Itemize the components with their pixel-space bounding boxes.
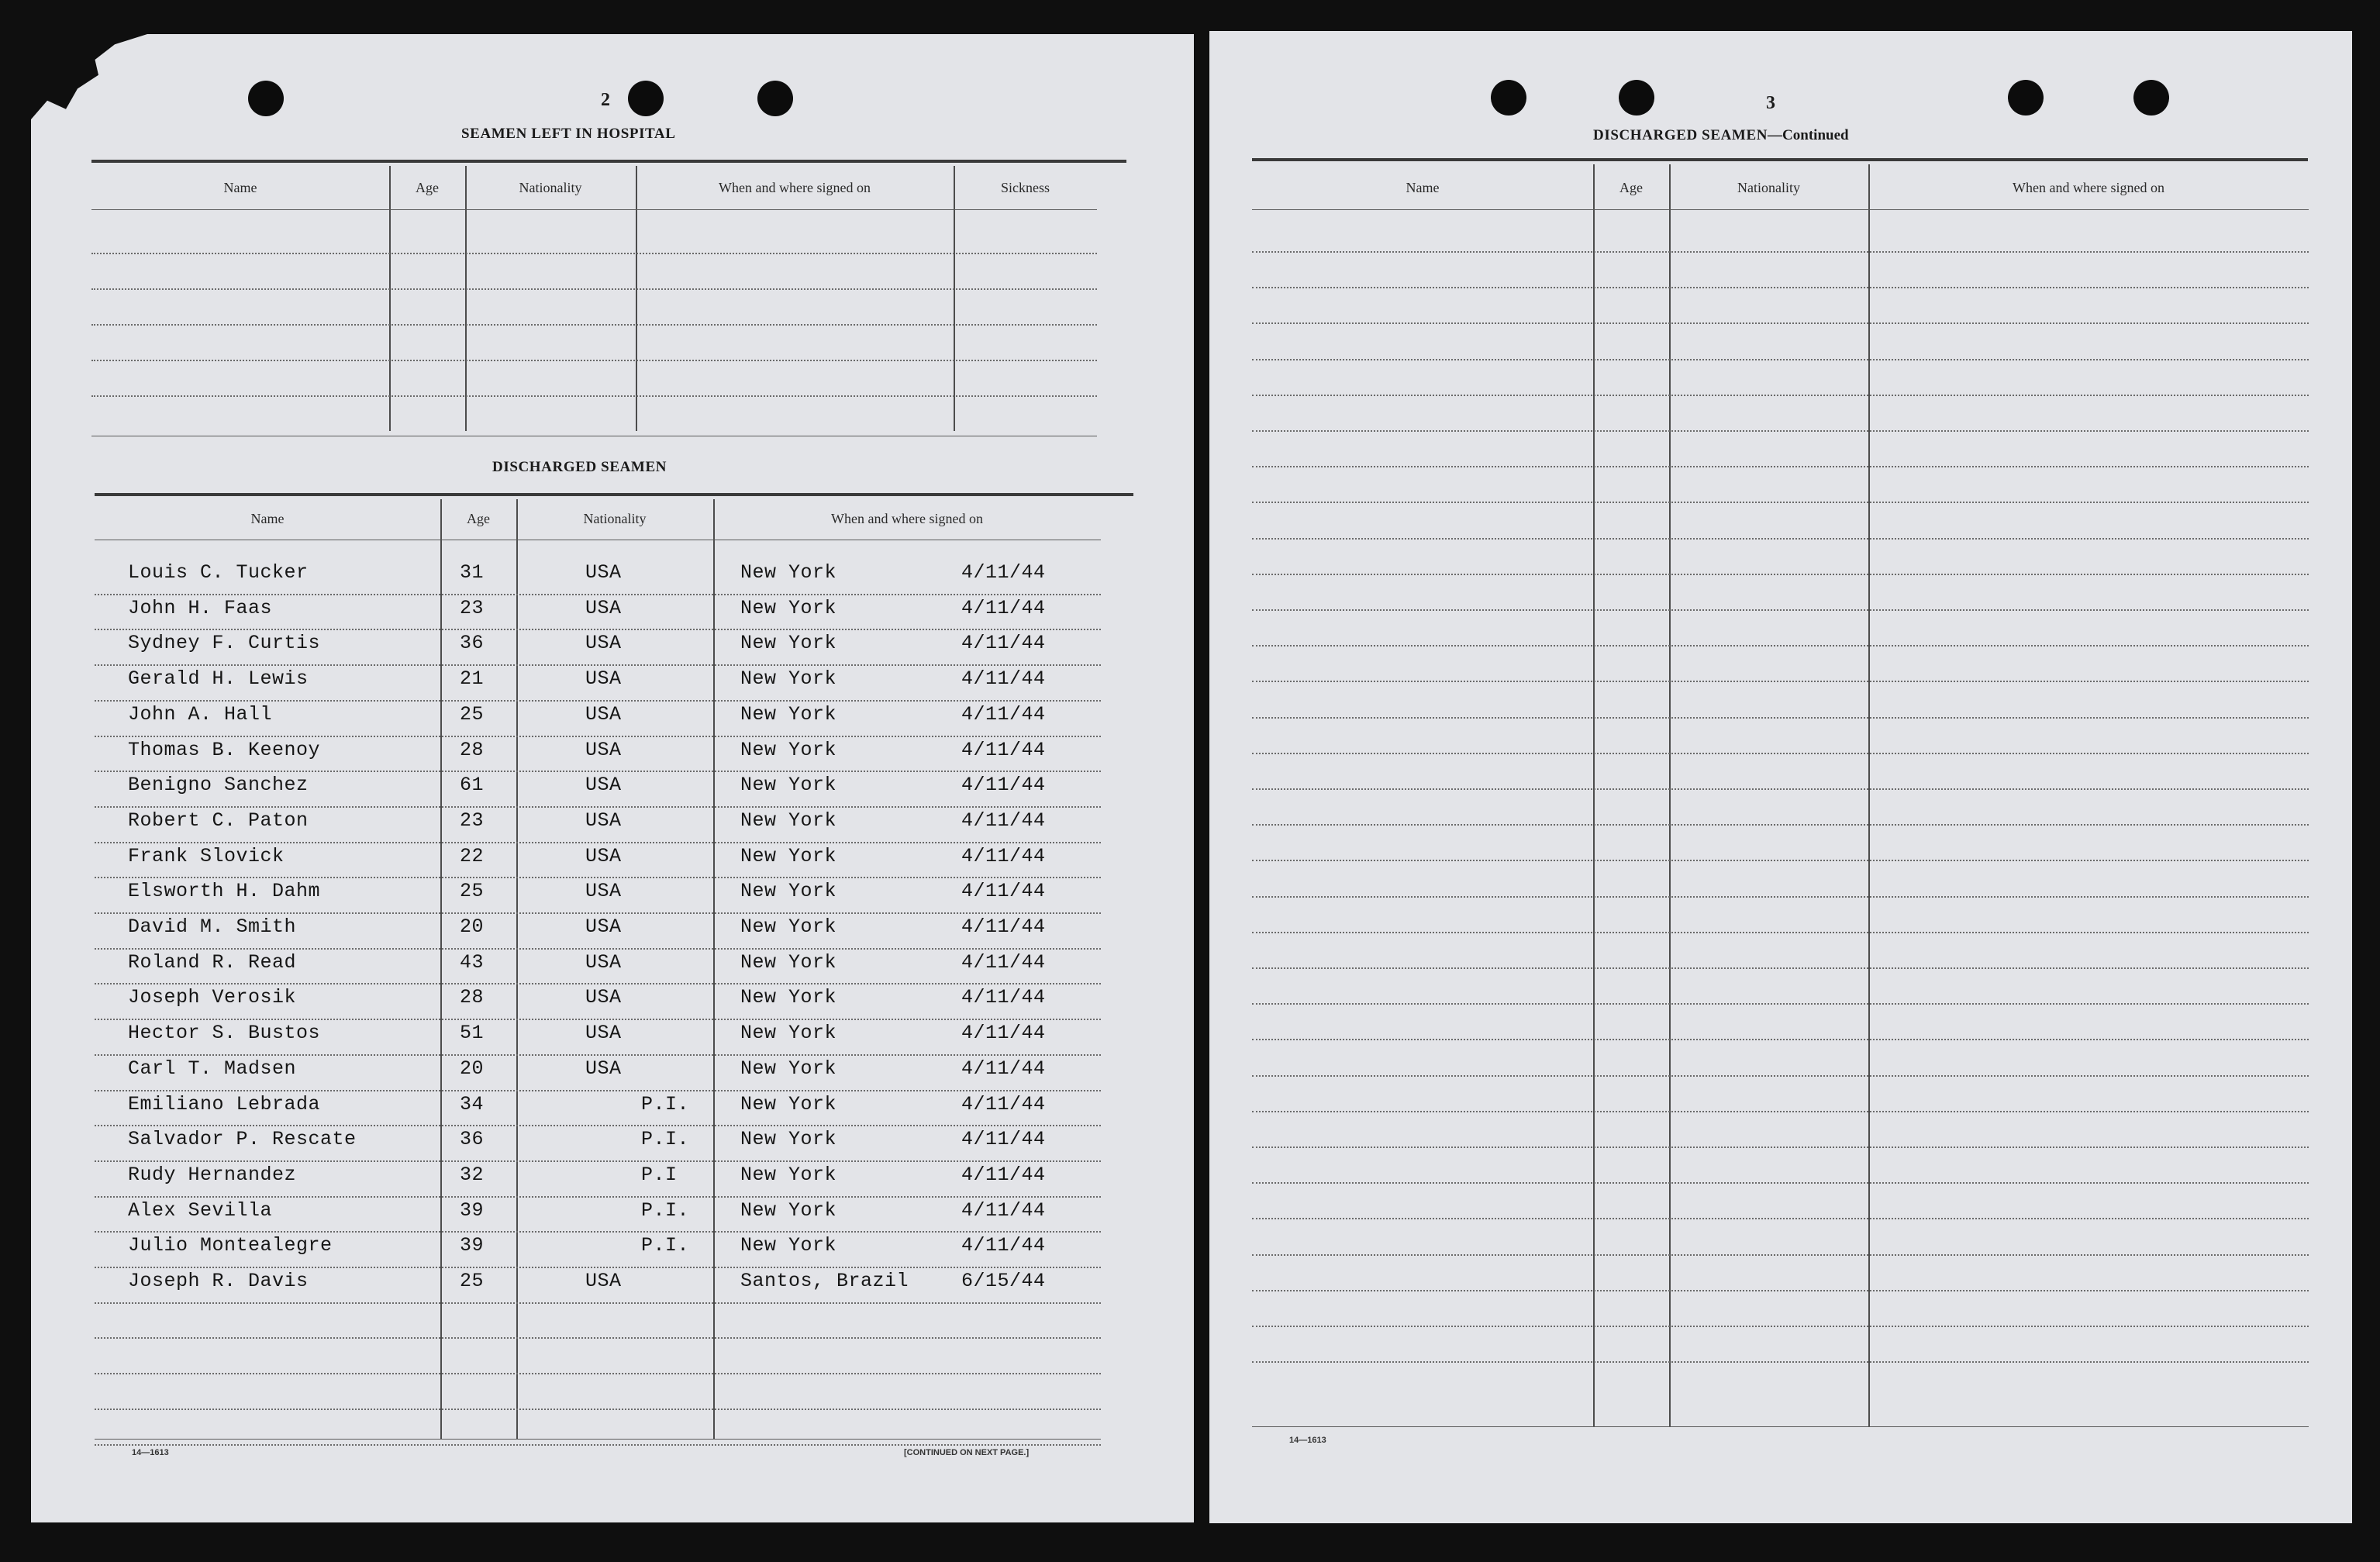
column-header-name: Name bbox=[223, 180, 257, 195]
torn-corner bbox=[31, 34, 147, 119]
row-line bbox=[1252, 395, 2309, 396]
signed-on-date: 4/11/44 bbox=[961, 739, 1046, 761]
column-header-nationality: Nationality bbox=[519, 180, 582, 195]
seaman-name: Sydney F. Curtis bbox=[128, 632, 321, 654]
row-line bbox=[1252, 1218, 2309, 1219]
seaman-name: Thomas B. Keenoy bbox=[128, 739, 321, 761]
signed-on-date: 4/11/44 bbox=[961, 1093, 1046, 1115]
row-line bbox=[1252, 824, 2309, 826]
seaman-nationality: USA bbox=[585, 986, 622, 1009]
page-number: 2 bbox=[601, 90, 610, 110]
seaman-nationality: USA bbox=[585, 845, 622, 867]
seaman-name: Gerald H. Lewis bbox=[128, 667, 309, 690]
seaman-age: 36 bbox=[460, 632, 485, 654]
continued-note: [CONTINUED ON NEXT PAGE.] bbox=[904, 1448, 1030, 1457]
table-row bbox=[31, 703, 1194, 739]
row-line bbox=[1252, 932, 2309, 933]
seaman-name: Carl T. Madsen bbox=[128, 1057, 297, 1080]
table-row bbox=[31, 1199, 1194, 1235]
table-row bbox=[31, 1057, 1194, 1093]
seaman-nationality: USA bbox=[585, 1270, 622, 1292]
signed-on-place: New York bbox=[740, 1164, 837, 1186]
row-line bbox=[1252, 1290, 2309, 1291]
seaman-nationality: USA bbox=[585, 880, 622, 902]
row-line bbox=[1252, 287, 2309, 288]
signed-on-date: 4/11/44 bbox=[961, 1164, 1046, 1186]
row-line bbox=[91, 288, 1097, 290]
column-header-name: Name bbox=[1406, 180, 1440, 195]
row-line bbox=[1252, 538, 2309, 540]
seaman-nationality: USA bbox=[585, 739, 622, 761]
seaman-nationality: USA bbox=[585, 951, 622, 974]
table-row bbox=[31, 1164, 1194, 1199]
seaman-nationality: USA bbox=[585, 1057, 622, 1080]
seaman-age: 39 bbox=[460, 1234, 485, 1257]
seaman-name: John A. Hall bbox=[128, 703, 273, 726]
seaman-age: 25 bbox=[460, 880, 485, 902]
signed-on-place: New York bbox=[740, 774, 837, 796]
punch-hole bbox=[757, 81, 793, 116]
signed-on-place: New York bbox=[740, 845, 837, 867]
seaman-age: 21 bbox=[460, 667, 485, 690]
row-line bbox=[1252, 251, 2309, 253]
seaman-name: David M. Smith bbox=[128, 915, 297, 938]
column-header-age: Age bbox=[1619, 180, 1643, 195]
row-line bbox=[1252, 681, 2309, 682]
signed-on-date: 4/11/44 bbox=[961, 986, 1046, 1009]
row-line bbox=[95, 1439, 1101, 1440]
row-line bbox=[1252, 896, 2309, 898]
row-line bbox=[1252, 645, 2309, 647]
seaman-nationality: USA bbox=[585, 667, 622, 690]
form-number: 14—1613 bbox=[1289, 1436, 1326, 1445]
seaman-name: Roland R. Read bbox=[128, 951, 297, 974]
table-row bbox=[31, 986, 1194, 1022]
column-header-sickness: Sickness bbox=[1001, 180, 1050, 195]
seaman-age: 39 bbox=[460, 1199, 485, 1222]
column-divider bbox=[636, 166, 637, 431]
row-line bbox=[1252, 466, 2309, 467]
seaman-name: Salvador P. Rescate bbox=[128, 1128, 357, 1150]
row-line bbox=[1252, 359, 2309, 360]
seaman-name: Alex Sevilla bbox=[128, 1199, 273, 1222]
seaman-name: Robert C. Paton bbox=[128, 809, 309, 832]
row-line bbox=[1252, 967, 2309, 969]
seaman-name: John H. Faas bbox=[128, 597, 273, 619]
signed-on-date: 4/11/44 bbox=[961, 561, 1046, 584]
signed-on-place: New York bbox=[740, 915, 837, 938]
seaman-age: 20 bbox=[460, 915, 485, 938]
seaman-age: 22 bbox=[460, 845, 485, 867]
title-suffix: —Continued bbox=[1768, 127, 1849, 143]
row-line bbox=[1252, 753, 2309, 754]
column-header-nationality: Nationality bbox=[583, 511, 647, 526]
seaman-age: 34 bbox=[460, 1093, 485, 1115]
seaman-nationality: USA bbox=[585, 632, 622, 654]
signed-on-place: New York bbox=[740, 1199, 837, 1222]
row-line bbox=[91, 395, 1097, 397]
column-divider bbox=[1593, 164, 1595, 1426]
seaman-name: Frank Slovick bbox=[128, 845, 285, 867]
column-header-signed-on: When and where signed on bbox=[2013, 180, 2164, 195]
signed-on-date: 4/11/44 bbox=[961, 1022, 1046, 1044]
seaman-name: Joseph Verosik bbox=[128, 986, 297, 1009]
seaman-nationality: P.I. bbox=[641, 1199, 690, 1222]
column-divider bbox=[1669, 164, 1671, 1426]
row-line bbox=[1252, 788, 2309, 790]
seaman-name: Louis C. Tucker bbox=[128, 561, 309, 584]
table-row bbox=[31, 915, 1194, 951]
signed-on-date: 4/11/44 bbox=[961, 632, 1046, 654]
row-line bbox=[91, 253, 1097, 254]
column-header-nationality: Nationality bbox=[1737, 180, 1800, 195]
page-number: 3 bbox=[1766, 93, 1775, 113]
seaman-nationality: USA bbox=[585, 703, 622, 726]
rule bbox=[1252, 158, 2308, 161]
row-line bbox=[1252, 1111, 2309, 1112]
row-line bbox=[1252, 1361, 2309, 1363]
row-line bbox=[95, 1409, 1101, 1410]
row-line bbox=[1252, 609, 2309, 611]
table-row bbox=[31, 1022, 1194, 1057]
table-row bbox=[31, 809, 1194, 845]
rule bbox=[95, 493, 1133, 496]
signed-on-place: New York bbox=[740, 809, 837, 832]
seaman-age: 28 bbox=[460, 986, 485, 1009]
row-line bbox=[1252, 430, 2309, 432]
seaman-age: 20 bbox=[460, 1057, 485, 1080]
row-line bbox=[1252, 1254, 2309, 1256]
seaman-age: 36 bbox=[460, 1128, 485, 1150]
signed-on-place: New York bbox=[740, 1057, 837, 1080]
seaman-age: 25 bbox=[460, 1270, 485, 1292]
signed-on-date: 4/11/44 bbox=[961, 667, 1046, 690]
seaman-age: 23 bbox=[460, 809, 485, 832]
row-line bbox=[1252, 1426, 2309, 1427]
column-header-name: Name bbox=[250, 511, 285, 526]
signed-on-date: 4/11/44 bbox=[961, 915, 1046, 938]
punch-hole bbox=[628, 81, 664, 116]
punch-hole bbox=[1619, 80, 1654, 116]
seaman-name: Julio Montealegre bbox=[128, 1234, 333, 1257]
row-line bbox=[95, 1373, 1101, 1374]
signed-on-place: New York bbox=[740, 1093, 837, 1115]
signed-on-date: 4/11/44 bbox=[961, 1199, 1046, 1222]
signed-on-place: New York bbox=[740, 703, 837, 726]
seaman-age: 28 bbox=[460, 739, 485, 761]
signed-on-place: New York bbox=[740, 597, 837, 619]
row-line bbox=[91, 209, 1097, 210]
row-line bbox=[91, 360, 1097, 361]
discharged-section-title: DISCHARGED SEAMEN bbox=[492, 459, 667, 475]
table-row bbox=[31, 667, 1194, 703]
row-line bbox=[1252, 502, 2309, 503]
table-row bbox=[31, 561, 1194, 597]
table-row bbox=[31, 880, 1194, 915]
row-line bbox=[91, 324, 1097, 326]
seaman-name: Hector S. Bustos bbox=[128, 1022, 321, 1044]
row-line bbox=[95, 1337, 1101, 1339]
signed-on-date: 4/11/44 bbox=[961, 1128, 1046, 1150]
signed-on-place: New York bbox=[740, 632, 837, 654]
row-line bbox=[1252, 717, 2309, 719]
signed-on-place: New York bbox=[740, 739, 837, 761]
table-row bbox=[31, 597, 1194, 633]
column-divider bbox=[1868, 164, 1870, 1426]
page-title bbox=[1593, 127, 1849, 144]
table-row bbox=[31, 1270, 1194, 1305]
seaman-nationality: P.I bbox=[641, 1164, 678, 1186]
title-text: DISCHARGED SEAMEN bbox=[1593, 127, 1768, 143]
signed-on-date: 4/11/44 bbox=[961, 845, 1046, 867]
table-row bbox=[31, 632, 1194, 667]
row-line bbox=[1252, 1326, 2309, 1327]
row-line bbox=[1252, 1003, 2309, 1005]
signed-on-date: 4/11/44 bbox=[961, 597, 1046, 619]
row-line bbox=[1252, 209, 2309, 210]
seaman-nationality: USA bbox=[585, 1022, 622, 1044]
row-line bbox=[1252, 322, 2309, 324]
table-row bbox=[31, 845, 1194, 881]
seaman-age: 51 bbox=[460, 1022, 485, 1044]
seaman-nationality: USA bbox=[585, 774, 622, 796]
column-divider bbox=[465, 166, 467, 431]
row-line bbox=[1252, 1039, 2309, 1040]
hospital-section-title: SEAMEN LEFT IN HOSPITAL bbox=[461, 126, 676, 142]
column-header-age: Age bbox=[467, 511, 490, 526]
row-line bbox=[1252, 1147, 2309, 1148]
signed-on-date: 4/11/44 bbox=[961, 774, 1046, 796]
row-line bbox=[1252, 860, 2309, 861]
table-row bbox=[31, 739, 1194, 774]
table-row bbox=[31, 774, 1194, 809]
signed-on-date: 6/15/44 bbox=[961, 1270, 1046, 1292]
seaman-nationality: USA bbox=[585, 561, 622, 584]
column-divider bbox=[954, 166, 955, 431]
seaman-name: Benigno Sanchez bbox=[128, 774, 309, 796]
table-row bbox=[31, 1093, 1194, 1129]
seaman-nationality: P.I. bbox=[641, 1093, 690, 1115]
row-line bbox=[1252, 1075, 2309, 1077]
signed-on-place: New York bbox=[740, 561, 837, 584]
column-divider bbox=[389, 166, 391, 431]
signed-on-place: New York bbox=[740, 951, 837, 974]
signed-on-date: 4/11/44 bbox=[961, 951, 1046, 974]
column-header-signed-on: When and where signed on bbox=[831, 511, 983, 526]
signed-on-place: New York bbox=[740, 880, 837, 902]
signed-on-date: 4/11/44 bbox=[961, 703, 1046, 726]
seaman-name: Joseph R. Davis bbox=[128, 1270, 309, 1292]
right-page bbox=[1209, 31, 2352, 1523]
row-line bbox=[95, 1444, 1101, 1446]
signed-on-place: New York bbox=[740, 986, 837, 1009]
signed-on-date: 4/11/44 bbox=[961, 1234, 1046, 1257]
seaman-nationality: USA bbox=[585, 915, 622, 938]
seaman-age: 23 bbox=[460, 597, 485, 619]
row-line bbox=[1252, 574, 2309, 575]
column-header-age: Age bbox=[416, 180, 439, 195]
form-number: 14—1613 bbox=[132, 1448, 169, 1457]
seaman-nationality: P.I. bbox=[641, 1234, 690, 1257]
seaman-age: 61 bbox=[460, 774, 485, 796]
punch-hole bbox=[2008, 80, 2044, 116]
column-header-signed-on: When and where signed on bbox=[719, 180, 871, 195]
seaman-age: 43 bbox=[460, 951, 485, 974]
punch-hole bbox=[248, 81, 284, 116]
signed-on-place: New York bbox=[740, 1234, 837, 1257]
seaman-age: 25 bbox=[460, 703, 485, 726]
table-row bbox=[31, 1128, 1194, 1164]
table-row bbox=[31, 1234, 1194, 1270]
signed-on-date: 4/11/44 bbox=[961, 880, 1046, 902]
signed-on-date: 4/11/44 bbox=[961, 809, 1046, 832]
table-row bbox=[31, 951, 1194, 987]
punch-hole bbox=[1491, 80, 1526, 116]
seaman-name: Rudy Hernandez bbox=[128, 1164, 297, 1186]
rule bbox=[91, 160, 1126, 163]
seaman-name: Elsworth H. Dahm bbox=[128, 880, 321, 902]
signed-on-place: Santos, Brazil bbox=[740, 1270, 909, 1292]
signed-on-place: New York bbox=[740, 1128, 837, 1150]
signed-on-date: 4/11/44 bbox=[961, 1057, 1046, 1080]
seaman-name: Emiliano Lebrada bbox=[128, 1093, 321, 1115]
seaman-nationality: USA bbox=[585, 597, 622, 619]
signed-on-place: New York bbox=[740, 667, 837, 690]
seaman-age: 32 bbox=[460, 1164, 485, 1186]
punch-hole bbox=[2133, 80, 2169, 116]
seaman-age: 31 bbox=[460, 561, 485, 584]
row-line bbox=[1252, 1182, 2309, 1184]
left-page bbox=[31, 34, 1194, 1522]
seaman-nationality: P.I. bbox=[641, 1128, 690, 1150]
signed-on-place: New York bbox=[740, 1022, 837, 1044]
seaman-nationality: USA bbox=[585, 809, 622, 832]
